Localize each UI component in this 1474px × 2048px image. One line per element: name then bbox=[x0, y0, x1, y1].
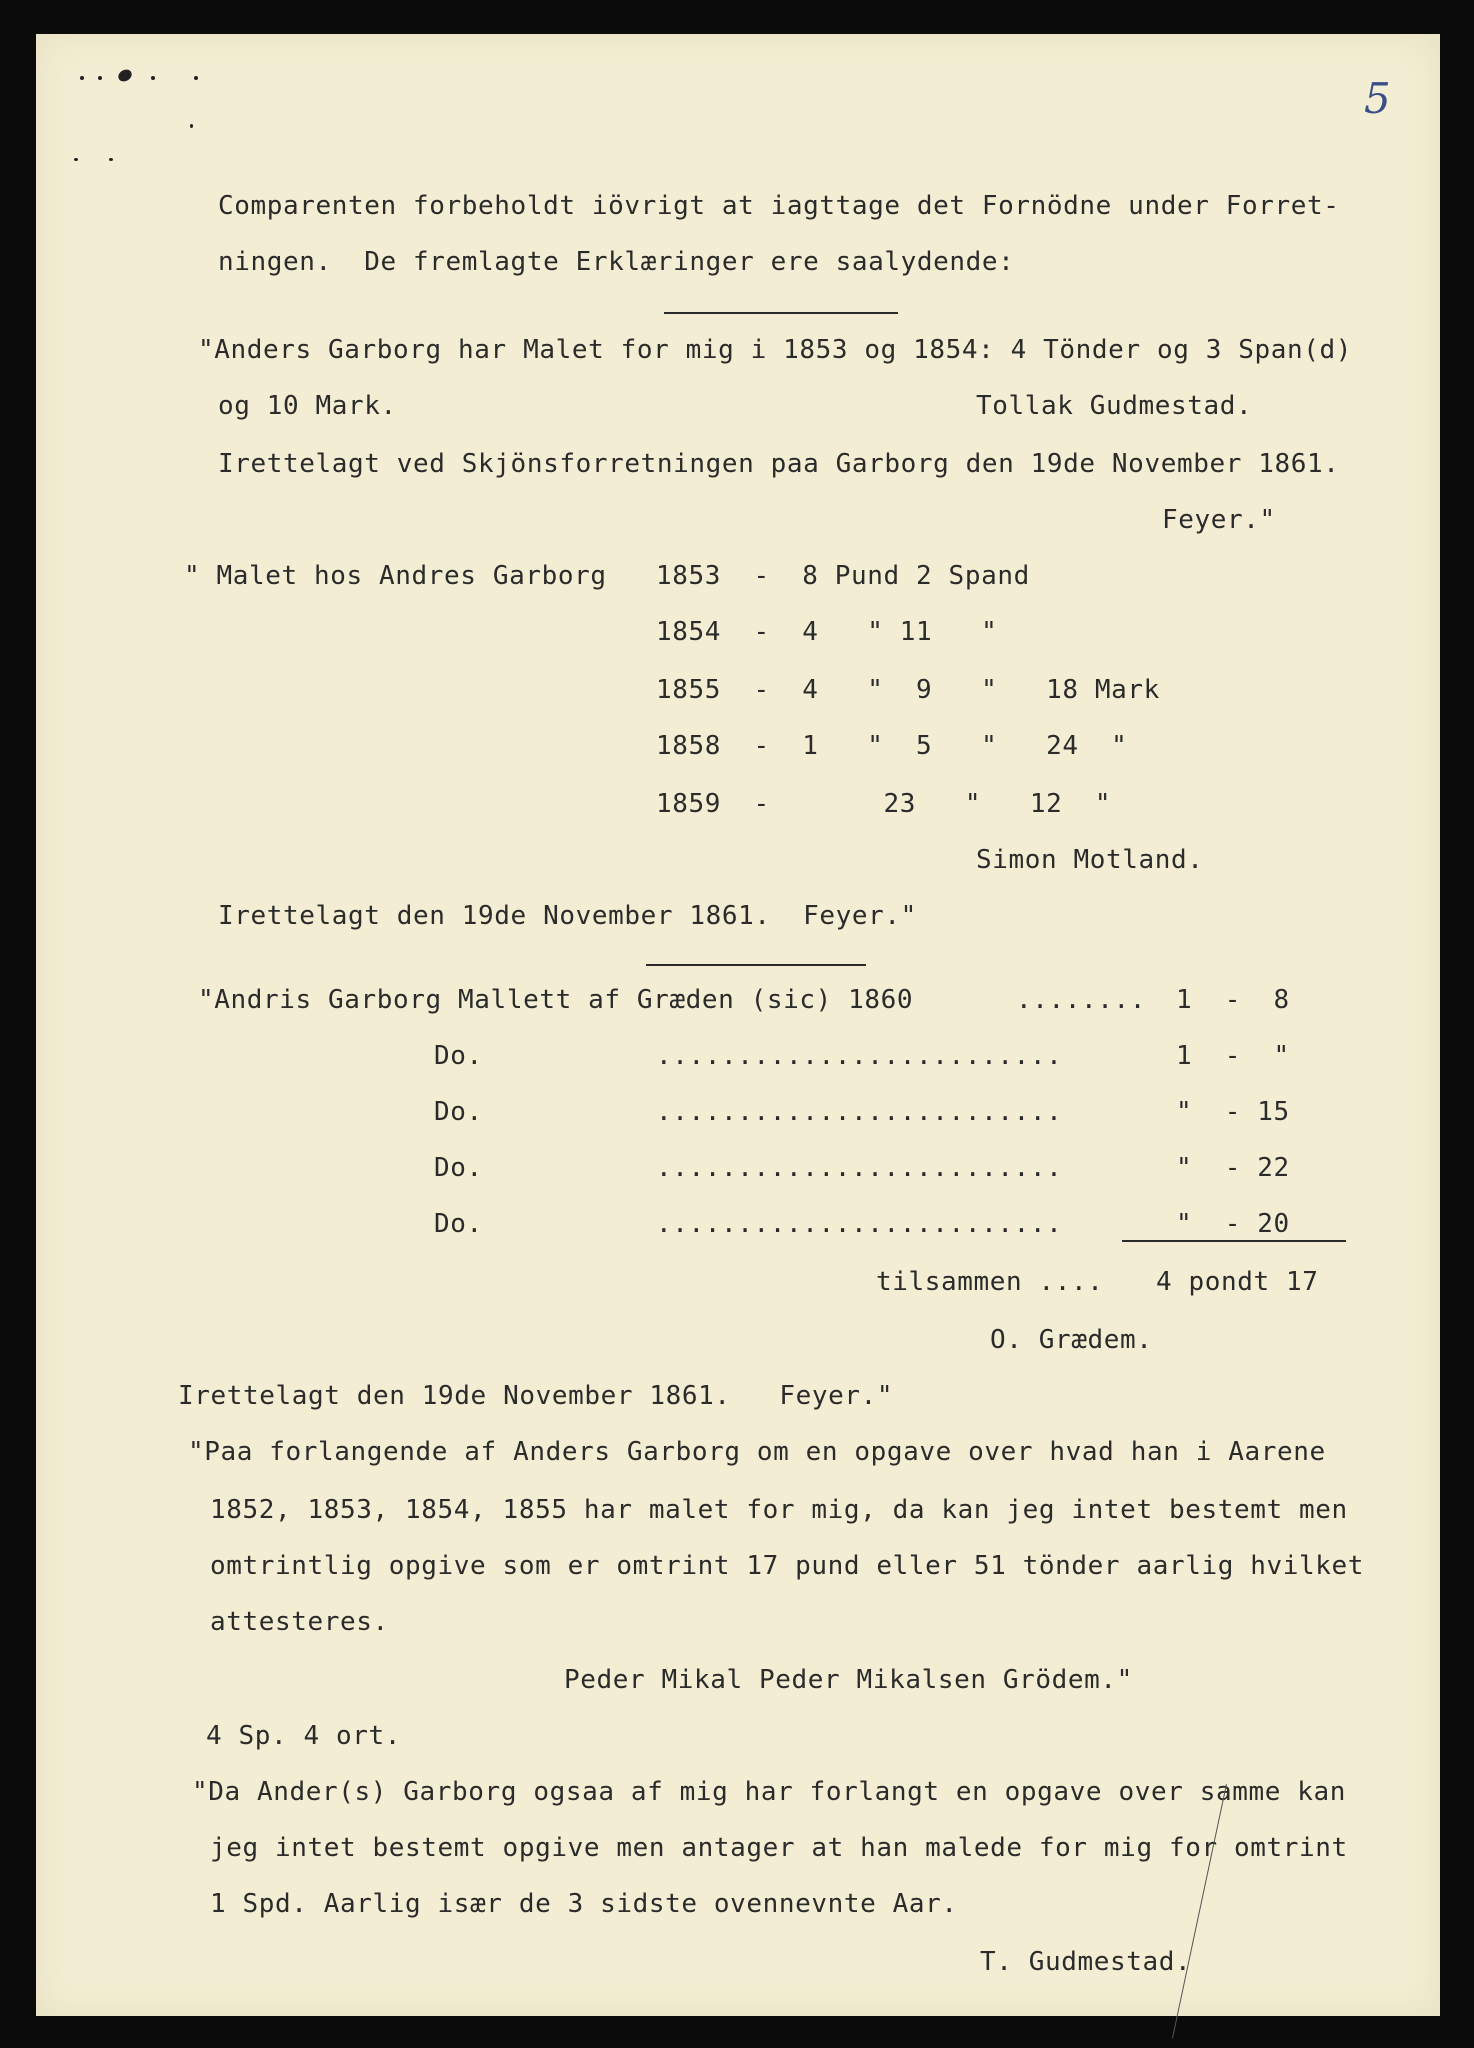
scan-speck bbox=[74, 158, 78, 161]
scan-speck bbox=[116, 67, 134, 84]
text-line: jeg intet bestemt opgive men antager at han malede for mig for omtrint bbox=[210, 1833, 1348, 1863]
leader-dots: ......................... bbox=[656, 1209, 1063, 1239]
text-line: omtrintlig opgive som er omtrint 17 pund eller 51 tönder aarlig hvilket bbox=[210, 1551, 1364, 1581]
text-line: og 10 Mark. bbox=[218, 391, 397, 421]
ditto-label: Do. bbox=[434, 1097, 483, 1127]
pen-stroke bbox=[1172, 1784, 1227, 2039]
scan-speck bbox=[190, 124, 193, 128]
text-line: Irettelagt den 19de November 1861. Feyer." bbox=[218, 901, 917, 931]
document-page bbox=[36, 34, 1440, 2016]
text-line: "Andris Garborg Mallett af Græden (sic) 1860 bbox=[198, 985, 914, 1015]
amount-cell: " - 22 bbox=[1176, 1153, 1290, 1183]
text-line: Irettelagt ved Skjönsforretningen paa Garborg den 19de November 1861. bbox=[218, 449, 1340, 479]
text-line: 1852, 1853, 1854, 1855 har malet for mig, da kan jeg intet bestemt men bbox=[210, 1495, 1348, 1525]
scan-speck bbox=[151, 76, 155, 80]
ditto-label: Do. bbox=[434, 1153, 483, 1183]
scan-speck bbox=[109, 158, 113, 161]
text-line: 1 Spd. Aarlig især de 3 sidste ovennevnte Aar. bbox=[210, 1889, 958, 1919]
separator-rule bbox=[664, 312, 898, 314]
ditto-label: Do. bbox=[434, 1209, 483, 1239]
table-row: 1855 - 4 " 9 " 18 Mark bbox=[656, 675, 1160, 705]
amount-cell: " - 20 bbox=[1176, 1209, 1290, 1239]
signature-line: Feyer." bbox=[1162, 505, 1276, 535]
leader-dots: ......................... bbox=[656, 1153, 1063, 1183]
text-line: "Anders Garborg har Malet for mig i 1853 og 1854: 4 Tönder og 3 Span(d) bbox=[198, 335, 1352, 365]
text-line: Irettelagt den 19de November 1861. Feyer." bbox=[178, 1381, 894, 1411]
total-label: tilsammen .... bbox=[876, 1267, 1104, 1297]
signature-line: O. Grædem. bbox=[990, 1325, 1153, 1355]
leader-dots: ........ bbox=[1016, 985, 1147, 1015]
total-value: 4 pondt 17 bbox=[1156, 1267, 1319, 1297]
amount-cell: 1 - " bbox=[1176, 1041, 1290, 1071]
sum-rule bbox=[1122, 1240, 1346, 1242]
ditto-label: Do. bbox=[434, 1041, 483, 1071]
scan-speck bbox=[194, 76, 198, 80]
leader-dots: ......................... bbox=[656, 1097, 1063, 1127]
text-line: 4 Sp. 4 ort. bbox=[206, 1721, 402, 1751]
text-line: "Paa forlangende af Anders Garborg om en opgave over hvad han i Aarene bbox=[188, 1437, 1326, 1467]
text-line: Comparenten forbeholdt iövrigt at iagttage det Fornödne under Forret- bbox=[218, 191, 1340, 221]
scan-speck bbox=[80, 76, 84, 80]
text-line: " Malet hos Andres Garborg bbox=[184, 561, 607, 591]
scan-speck bbox=[98, 76, 102, 80]
leader-dots: ......................... bbox=[656, 1041, 1063, 1071]
table-row: 1854 - 4 " 11 " bbox=[656, 617, 998, 647]
table-row: 1859 - 23 " 12 " bbox=[656, 789, 1112, 819]
signature-line: Tollak Gudmestad. bbox=[976, 391, 1253, 421]
signature-line: Peder Mikal Peder Mikalsen Grödem." bbox=[564, 1665, 1133, 1695]
table-row: 1858 - 1 " 5 " 24 " bbox=[656, 731, 1128, 761]
text-line: ningen. De fremlagte Erklæringer ere saalydende: bbox=[218, 247, 1015, 277]
signature-line: T. Gudmestad. bbox=[980, 1947, 1192, 1977]
text-line: "Da Ander(s) Garborg ogsaa af mig har forlangt en opgave over samme kan bbox=[192, 1777, 1346, 1807]
text-line: attesteres. bbox=[210, 1607, 389, 1637]
amount-cell: 1 - 8 bbox=[1176, 985, 1290, 1015]
signature-line: Simon Motland. bbox=[976, 845, 1204, 875]
page-number: 5 bbox=[1364, 74, 1391, 123]
amount-cell: " - 15 bbox=[1176, 1097, 1290, 1127]
table-row: 1853 - 8 Pund 2 Spand bbox=[656, 561, 1030, 591]
separator-rule bbox=[646, 964, 866, 966]
